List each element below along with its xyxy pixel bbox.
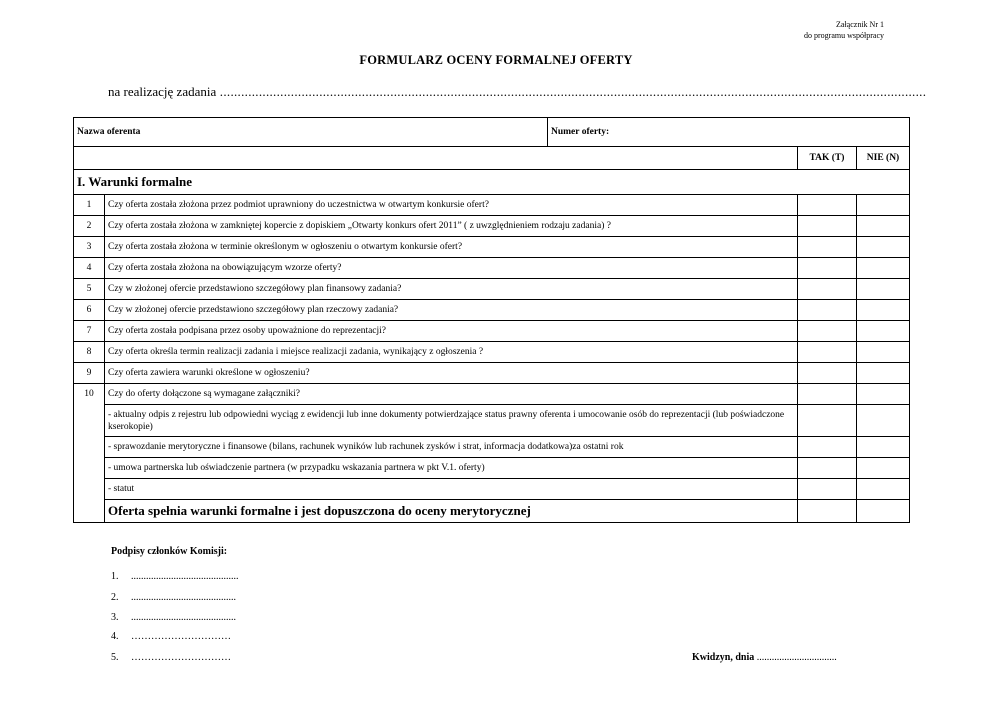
signature-line: [111, 631, 231, 642]
task-label: na realizację zadania: [108, 84, 217, 99]
final-verdict-text: Oferta spełnia warunki formalne i jest dopuszczona do oceny merytorycznej: [105, 500, 798, 523]
no-checkbox-cell[interactable]: [857, 300, 910, 321]
attachment-line-1: Załącznik Nr 1: [836, 20, 884, 29]
date-field[interactable]: ................................: [754, 652, 837, 663]
no-checkbox-cell[interactable]: [857, 216, 910, 237]
yes-checkbox-cell[interactable]: [798, 458, 857, 479]
signature-field[interactable]: ...........................................: [131, 571, 239, 582]
no-checkbox-cell[interactable]: [857, 321, 910, 342]
no-checkbox-cell[interactable]: [857, 237, 910, 258]
table-row: [74, 300, 910, 321]
attachment-item: - statut: [105, 479, 798, 500]
yes-checkbox-cell[interactable]: [798, 258, 857, 279]
page-title: FORMULARZ OCENY FORMALNEJ OFERTY: [359, 53, 633, 67]
yes-checkbox-cell[interactable]: [798, 342, 857, 363]
signature-field[interactable]: ..........................................: [131, 592, 236, 603]
no-checkbox-cell[interactable]: [857, 384, 910, 405]
no-checkbox-cell[interactable]: [857, 437, 910, 458]
yes-checkbox-cell[interactable]: [798, 195, 857, 216]
no-checkbox-cell[interactable]: [857, 479, 910, 500]
row-number: 2: [74, 216, 105, 237]
yes-checkbox-cell[interactable]: [798, 321, 857, 342]
row-question: Czy w złożonej ofercie przedstawiono szczegółowy plan finansowy zadania?: [105, 279, 798, 300]
row-question: Czy oferta została złożona przez podmiot uprawniony do uczestnictwa w otwartym konkursie ofert?: [105, 195, 798, 216]
signature-line: [111, 571, 239, 582]
blank-header-cell: [74, 147, 798, 170]
attachment-line-2: do programu współpracy: [804, 31, 884, 40]
row-number: 4: [74, 258, 105, 279]
signature-number: 3.: [111, 612, 119, 623]
no-checkbox-cell[interactable]: [857, 500, 910, 523]
task-line: [108, 84, 926, 100]
row-question: Czy oferta została złożona w terminie określonym w ogłoszeniu o otwartym konkursie ofert?: [105, 237, 798, 258]
signature-line: [111, 612, 236, 623]
no-checkbox-cell[interactable]: [857, 458, 910, 479]
table-row: [74, 237, 910, 258]
row-number: 10: [74, 384, 105, 523]
signature-number: 5.: [111, 652, 119, 663]
row-number: 3: [74, 237, 105, 258]
attachment-sub-row: [74, 479, 910, 500]
place-date: [692, 652, 837, 663]
section-title: I. Warunki formalne: [74, 170, 910, 195]
attachment-item: - sprawozdanie merytoryczne i finansowe (bilans, rachunek wyników lub rachunek zysków i strat, informacja dodatkowa)za ostatni rok: [105, 437, 798, 458]
signature-field[interactable]: …………………………: [131, 652, 231, 663]
row-question: Czy do oferty dołączone są wymagane załączniki?: [105, 384, 798, 405]
yes-checkbox-cell[interactable]: [798, 300, 857, 321]
row-question: Czy oferta została złożona na obowiązującym wzorze oferty?: [105, 258, 798, 279]
row-number: 8: [74, 342, 105, 363]
no-checkbox-cell[interactable]: [857, 279, 910, 300]
row-number: 5: [74, 279, 105, 300]
no-checkbox-cell[interactable]: [857, 405, 910, 437]
applicant-name-cell[interactable]: Nazwa oferenta: [74, 118, 548, 147]
attachment-note: [804, 19, 884, 41]
yes-checkbox-cell[interactable]: [798, 279, 857, 300]
row-question: Czy w złożonej ofercie przedstawiono szczegółowy plan rzeczowy zadania?: [105, 300, 798, 321]
row-question: Czy oferta zawiera warunki określone w ogłoszeniu?: [105, 363, 798, 384]
offer-number-cell[interactable]: Numer oferty:: [548, 118, 910, 147]
no-checkbox-cell[interactable]: [857, 195, 910, 216]
yes-checkbox-cell[interactable]: [798, 216, 857, 237]
attachment-sub-row: [74, 437, 910, 458]
signature-number: 1.: [111, 571, 119, 582]
table-row: [74, 342, 910, 363]
no-column-header: NIE (N): [857, 147, 910, 170]
yes-checkbox-cell[interactable]: [798, 384, 857, 405]
no-checkbox-cell[interactable]: [857, 258, 910, 279]
header-row: [74, 118, 910, 147]
signature-line: [111, 652, 231, 663]
signature-number: 2.: [111, 592, 119, 603]
yes-column-header: TAK (T): [798, 147, 857, 170]
table-row: [74, 279, 910, 300]
row-question: Czy oferta została złożona w zamkniętej kopercie z dopiskiem „Otwarty konkurs ofert 2011” ( z uwzględnieniem rodzaju zadania) ?: [105, 216, 798, 237]
signature-line: [111, 592, 236, 603]
table-row: [74, 363, 910, 384]
row-number: 7: [74, 321, 105, 342]
row-number: 1: [74, 195, 105, 216]
row-question: Czy oferta została podpisana przez osoby upoważnione do reprezentacji?: [105, 321, 798, 342]
final-row: [74, 500, 910, 523]
yes-checkbox-cell[interactable]: [798, 500, 857, 523]
no-checkbox-cell[interactable]: [857, 342, 910, 363]
table-row: [74, 321, 910, 342]
yes-checkbox-cell[interactable]: [798, 363, 857, 384]
yes-checkbox-cell[interactable]: [798, 479, 857, 500]
attachment-item: - umowa partnerska lub oświadczenie partnera (w przypadku wskazania partnera w pkt V.1. oferty): [105, 458, 798, 479]
table-row: [74, 216, 910, 237]
row-question: Czy oferta określa termin realizacji zadania i miejsce realizacji zadania, wynikający z ogłoszenia ?: [105, 342, 798, 363]
row-number: 9: [74, 363, 105, 384]
attachment-sub-row: [74, 405, 910, 437]
yes-checkbox-cell[interactable]: [798, 405, 857, 437]
no-checkbox-cell[interactable]: [857, 363, 910, 384]
table-row: [74, 195, 910, 216]
signature-number: 4.: [111, 631, 119, 642]
signature-field[interactable]: …………………………: [131, 631, 231, 642]
section-row: [74, 170, 910, 195]
evaluation-table: [73, 117, 910, 523]
signature-field[interactable]: ..........................................: [131, 612, 236, 623]
yes-checkbox-cell[interactable]: [798, 437, 857, 458]
table-row: [74, 384, 910, 405]
attachment-sub-row: [74, 458, 910, 479]
signatures-heading: Podpisy członków Komisji:: [111, 546, 228, 557]
yes-checkbox-cell[interactable]: [798, 237, 857, 258]
answer-header-row: [74, 147, 910, 170]
row-number: 6: [74, 300, 105, 321]
table-row: [74, 258, 910, 279]
task-fill-dots[interactable]: .......................................................................................................................................................................................................: [216, 84, 927, 99]
place-date-label: Kwidzyn, dnia: [692, 652, 755, 663]
attachment-item: - aktualny odpis z rejestru lub odpowiedni wyciąg z ewidencji lub inne dokumenty potwierdzające status prawny oferenta i umocowanie osób do reprezentacji (lub poświadczone kserokopie): [105, 405, 798, 437]
